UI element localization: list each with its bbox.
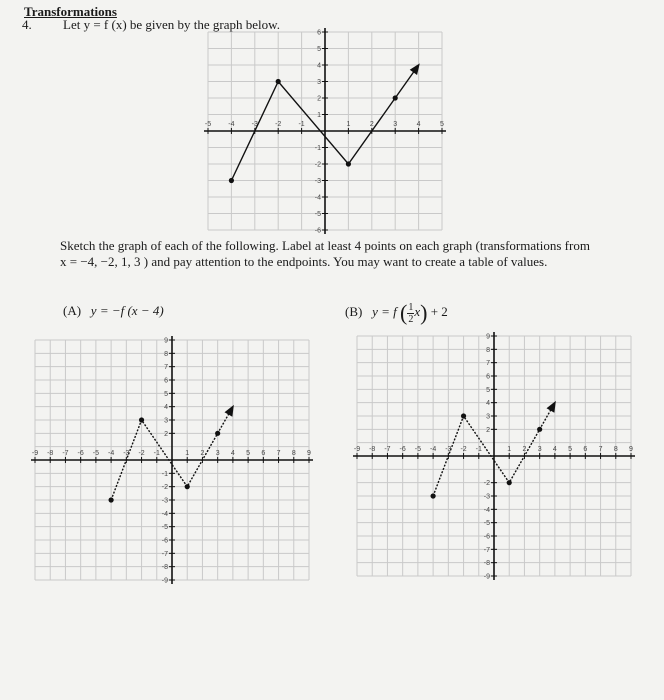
graph-a-point xyxy=(215,431,220,436)
graph-a-x-tick-label: -5 xyxy=(92,450,100,457)
graph-part-a xyxy=(33,336,311,584)
part-b-expr-var: x xyxy=(414,304,421,319)
graph-b-y-tick-label: -4 xyxy=(483,506,490,514)
graph-b-x-tick-label: 4 xyxy=(552,446,557,453)
graph-f-x-tick-label: 5 xyxy=(440,121,444,128)
graph-a-x-tick-label: -7 xyxy=(62,450,69,457)
instructions-line-2: x = −4, −2, 1, 3 ) and pay attention to the endpoints. You may want to create a table of values. xyxy=(60,254,548,269)
graph-b-x-tick-label: 2 xyxy=(522,446,527,453)
graph-b-y-tick-label: 4 xyxy=(486,400,490,408)
graph-a-y-tick-label: -3 xyxy=(161,497,168,505)
graph-a-y-tick-label: -6 xyxy=(161,537,168,545)
graph-b-x-tick-label: 7 xyxy=(598,446,603,453)
graph-b-x-tick-label: -5 xyxy=(414,446,422,453)
graph-a-x-tick-label: 7 xyxy=(276,450,281,457)
graph-a-y-tick-label: -4 xyxy=(161,510,168,518)
graph-a-point xyxy=(109,497,114,502)
graph-b-y-tick-label: -7 xyxy=(483,546,490,554)
part-b-letter: (B) xyxy=(345,304,363,319)
graph-b-y-tick-label: -5 xyxy=(483,520,490,528)
graph-f-y-tick-label: -3 xyxy=(314,178,321,185)
graph-a-y-tick-label: -8 xyxy=(161,564,168,572)
graph-b-y-tick-label: -9 xyxy=(483,573,490,581)
graph-a-y-tick-label: -7 xyxy=(161,550,168,558)
graph-b-x-tick-label: -9 xyxy=(353,446,361,453)
instructions-line-1: Sketch the graph of each of the following. Label at least 4 points on each graph (transformations from xyxy=(60,238,590,253)
instructions xyxy=(60,238,640,270)
graph-a-y-tick-label: -2 xyxy=(161,484,168,492)
graph-a-point xyxy=(139,417,144,422)
graph-b-x-tick-label: 3 xyxy=(537,446,542,453)
graph-a-x-tick-label: 1 xyxy=(185,450,190,457)
graph-b-x-tick-label: -3 xyxy=(445,446,452,453)
graph-b-x-tick-label: 9 xyxy=(629,446,633,453)
graph-b-point xyxy=(431,493,436,498)
graph-b-x-tick-label: -6 xyxy=(399,446,406,453)
graph-b-x-tick-label: -2 xyxy=(460,446,467,453)
graph-a-x-tick-label: -3 xyxy=(123,450,130,457)
graph-b-point xyxy=(507,480,512,485)
graph-part-b xyxy=(355,332,633,580)
graph-f-y-tick-label: 1 xyxy=(317,112,321,119)
section-title: Transformations xyxy=(24,4,117,19)
graph-a-x-tick-label: -6 xyxy=(77,450,84,457)
graph-f-x-tick-label: 1 xyxy=(346,121,351,128)
graph-f-point xyxy=(229,178,234,183)
graph-b-y-tick-label: 7 xyxy=(486,360,490,368)
graph-f xyxy=(200,28,450,234)
graph-a-y-tick-label: 4 xyxy=(164,404,168,412)
graph-a-x-tick-label: -4 xyxy=(107,450,115,457)
graph-f-x-tick-label: -2 xyxy=(275,121,282,128)
graph-a-y-tick-label: 7 xyxy=(164,364,168,372)
part-b-expr-suffix: + 2 xyxy=(430,304,448,319)
graph-f-y-tick-label: 3 xyxy=(317,79,321,86)
graph-b-y-tick-label: 5 xyxy=(486,386,490,394)
graph-b-y-tick-label: -2 xyxy=(483,480,490,488)
graph-a-y-tick-label: 9 xyxy=(164,337,168,345)
graph-b-y-tick-label: -8 xyxy=(483,560,490,568)
graph-f-y-tick-label: -2 xyxy=(314,161,321,169)
graph-f-y-tick-label: 2 xyxy=(317,95,321,103)
graph-f-x-tick-label: 4 xyxy=(416,121,421,128)
graph-f-point xyxy=(276,79,281,84)
graph-a-y-tick-label: 2 xyxy=(164,430,168,438)
part-b-label: (B) y = f ( $\frac{1}{2}$ x) + 2 xyxy=(345,300,448,325)
graph-a-x-tick-label: -9 xyxy=(31,450,39,457)
graph-f-y-tick-label: 4 xyxy=(317,62,321,70)
part-a-label xyxy=(63,303,164,319)
graph-a-y-tick-label: 8 xyxy=(164,350,168,358)
graph-b-point xyxy=(537,427,542,432)
graph-f-x-tick-label: -5 xyxy=(204,121,212,128)
graph-f-y-tick-label: -4 xyxy=(314,194,321,202)
graph-b-x-tick-label: 8 xyxy=(613,446,618,453)
graph-b-x-tick-label: 1 xyxy=(507,446,512,453)
graph-b-x-tick-label: -1 xyxy=(475,446,482,453)
graph-a-x-tick-label: 8 xyxy=(291,450,296,457)
graph-b-y-tick-label: 2 xyxy=(486,426,490,434)
graph-a-x-tick-label: 5 xyxy=(246,450,251,457)
graph-b-y-tick-label: 3 xyxy=(486,413,490,421)
graph-b-x-tick-label: 6 xyxy=(583,446,588,453)
part-a-expression: y = −f (x − 4) xyxy=(90,303,164,318)
graph-a-x-tick-label: 3 xyxy=(215,450,220,457)
graph-f-x-tick-label: 3 xyxy=(393,121,398,128)
part-b-frac-den: 2 xyxy=(408,313,414,325)
graph-b-y-tick-label: -6 xyxy=(483,533,490,541)
graph-f-x-tick-label: -4 xyxy=(228,121,235,128)
graph-f-x-tick-label: -3 xyxy=(251,121,258,128)
graph-a-y-tick-label: -5 xyxy=(161,524,168,532)
problem-prompt: Let y = f (x) be given by the graph below. xyxy=(63,17,280,32)
graph-a-x-tick-label: 2 xyxy=(200,450,205,457)
graph-b-x-tick-label: -8 xyxy=(369,446,376,453)
graph-a-y-tick-label: 5 xyxy=(164,390,168,398)
graph-f-y-tick-label: -1 xyxy=(314,145,321,152)
graph-a-x-tick-label: 6 xyxy=(261,450,266,457)
graph-a-y-tick-label: 6 xyxy=(164,377,168,385)
graph-a-x-tick-label: -2 xyxy=(138,450,145,457)
graph-a-x-tick-label: -1 xyxy=(153,450,160,457)
graph-a-y-tick-label: -9 xyxy=(161,577,168,585)
graph-f-point xyxy=(346,161,351,166)
graph-a-y-tick-label: -1 xyxy=(161,470,168,478)
graph-f-y-tick-label: 6 xyxy=(317,29,321,37)
graph-f-y-tick-label: -6 xyxy=(314,227,321,235)
graph-b-y-tick-label: 8 xyxy=(486,346,490,354)
graph-a-point xyxy=(185,484,190,489)
part-a-letter: (A) xyxy=(63,303,82,318)
graph-a-x-tick-label: 4 xyxy=(230,450,235,457)
part-b-frac-num: 1 xyxy=(408,301,414,313)
graph-b-y-tick-label: 9 xyxy=(486,333,490,341)
graph-b-y-tick-label: 6 xyxy=(486,373,490,381)
problem-number: 4. xyxy=(22,17,32,32)
graph-a-x-tick-label: -8 xyxy=(47,450,54,457)
part-b-expr-prefix: y = f xyxy=(372,304,397,319)
graph-b-x-tick-label: -4 xyxy=(429,446,437,453)
graph-b-point xyxy=(461,413,466,418)
graph-a-y-tick-label: 3 xyxy=(164,417,168,425)
graph-f-y-tick-label: -5 xyxy=(314,211,321,218)
graph-f-x-tick-label: -1 xyxy=(298,121,305,128)
graph-f-y-tick-label: 5 xyxy=(317,46,321,53)
graph-a-x-tick-label: 9 xyxy=(307,450,311,457)
graph-b-y-tick-label: -3 xyxy=(483,493,490,501)
graph-f-x-tick-label: 2 xyxy=(369,121,374,128)
graph-b-x-tick-label: 5 xyxy=(568,446,573,453)
graph-f-point xyxy=(393,95,398,100)
graph-b-x-tick-label: -7 xyxy=(384,446,391,453)
